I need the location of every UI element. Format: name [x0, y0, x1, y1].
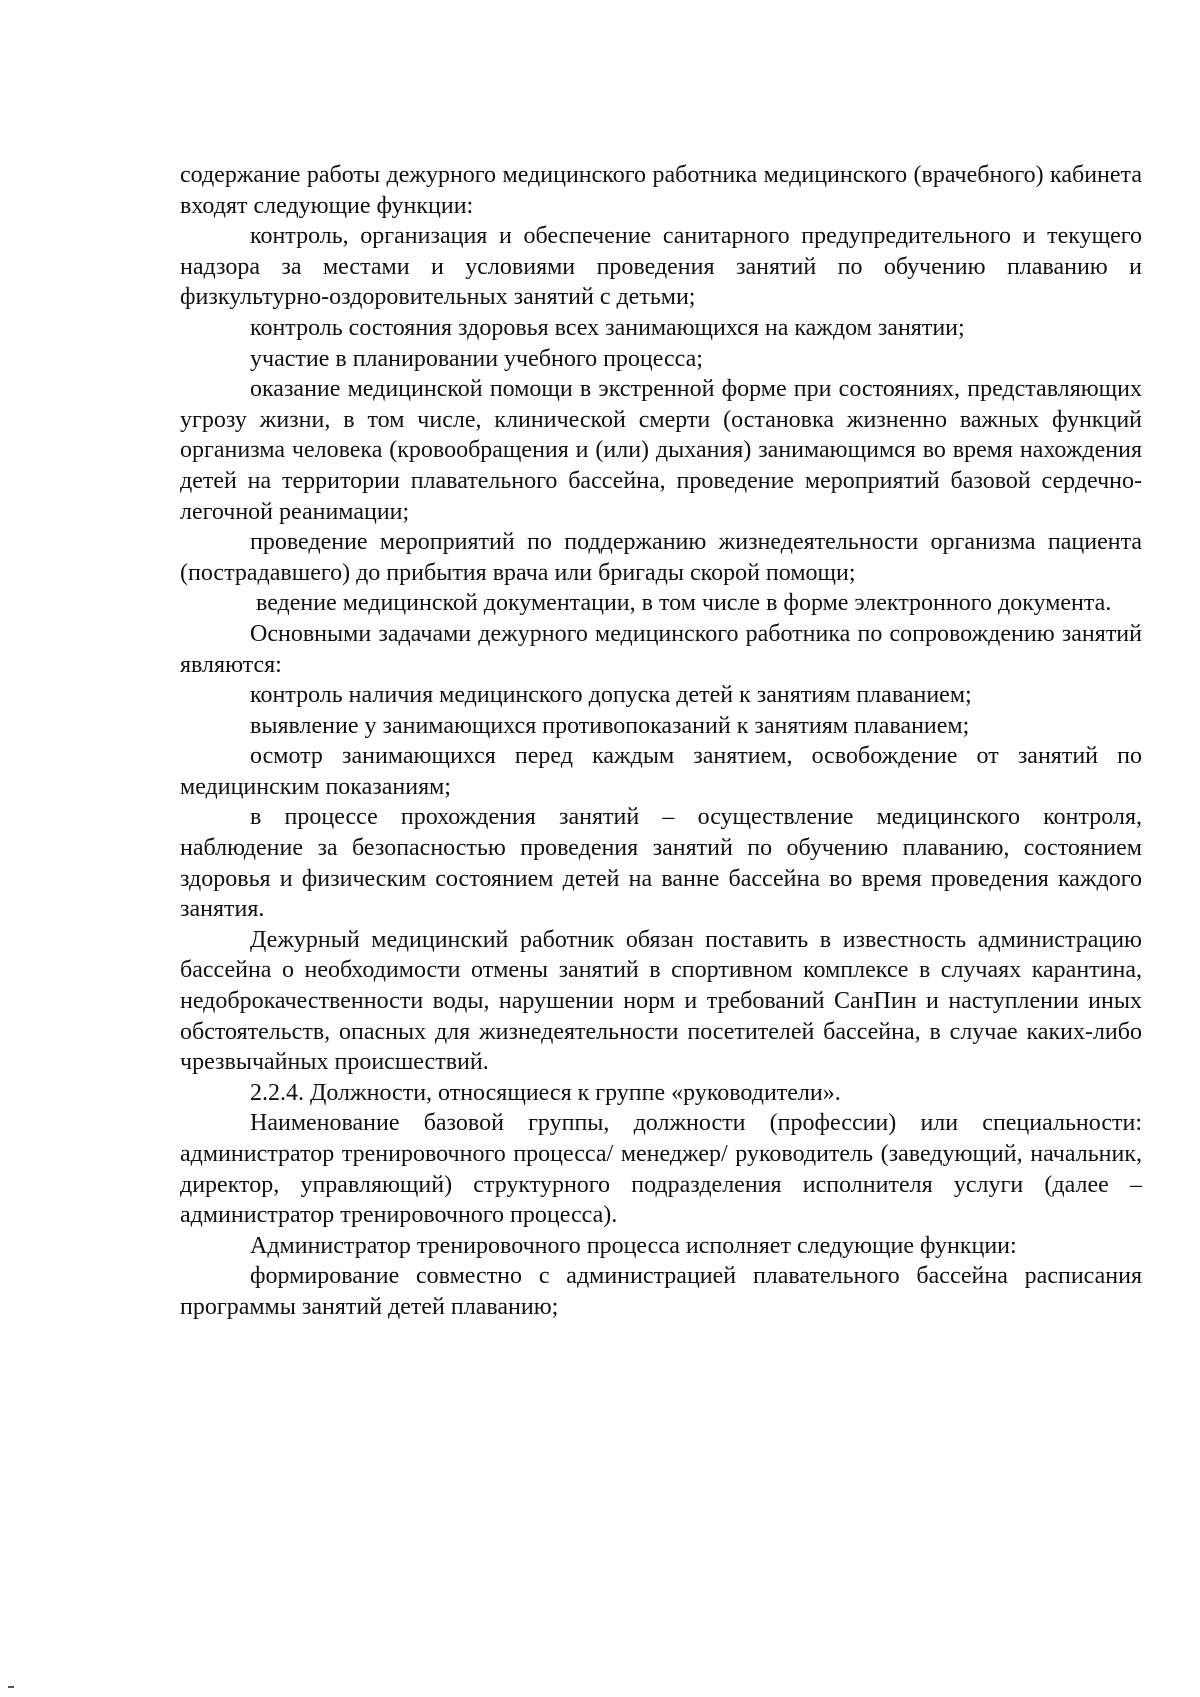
- paragraph-main-tasks: Основными задачами дежурного медицинского работника по сопровождению занятий являются:: [180, 620, 1142, 678]
- paragraph-function-life-support: проведение мероприятий по поддержанию жизнедеятельности организма пациента (пострадавшего) до прибытия врача или бригады скорой помощи;: [180, 529, 1142, 586]
- paragraph-task-medical-control: в процессе прохождения занятий – осуществление медицинского контроля, наблюдение за безопасностью проведения занятий по обучению плаванию, состоянием здоровья и физическим состоянием детей на ванне бассейна во время проведения каждого занятия.: [180, 804, 1142, 923]
- paragraph-function-sanitary-control: контроль, организация и обеспечение санитарного предупредительного и текущего надзора за местами и условиями проведения занятий по обучению плаванию и физкультурно-оздоровительных занятий с детьми;: [180, 223, 1142, 311]
- paragraph-function-schedule: формирование совместно с администрацией плавательного бассейна расписания программы занятий детей плаванию;: [180, 1263, 1142, 1320]
- paragraph-function-emergency-care: оказание медицинской помощи в экстренной форме при состояниях, представляющих угрозу жизни, в том числе, клинической смерти (остановка жизненно важных функций организма человека (кровообращения и (или) дыхания) занимающимся во время нахождения детей на территории плавательного бассейна, проведение мероприятий базовой сердечно-легочной реанимации;: [180, 376, 1142, 525]
- paragraph-function-planning: участие в планировании учебного процесса;: [250, 345, 703, 372]
- paragraph-administrator-functions: Администратор тренировочного процесса исполняет следующие функции:: [250, 1232, 1017, 1259]
- paragraph-intro: содержание работы дежурного медицинского работника медицинского (врачебного) кабинета входят следующие функции:: [180, 162, 1142, 219]
- scan-artifact-mark: [8, 1686, 14, 1688]
- section-heading-managers: 2.2.4. Должности, относящиеся к группе «руководители».: [250, 1079, 841, 1106]
- document-body: [180, 160, 1142, 1323]
- paragraph-task-admission-control: контроль наличия медицинского допуска детей к занятиям плаванием;: [250, 682, 972, 709]
- paragraph-function-documentation: ведение медицинской документации, в том числе в форме электронного документа.: [256, 590, 1112, 617]
- paragraph-function-health-control: контроль состояния здоровья всех занимающихся на каждом занятии;: [250, 314, 965, 341]
- paragraph-position-name: Наименование базовой группы, должности (профессии) или специальности: администратор тренировочного процесса/ менеджер/ руководитель (заведующий, начальник, директор, управляющий) структурного подразделения исполнителя услуги (далее – администратор тренировочного процесса).: [180, 1110, 1142, 1229]
- paragraph-duty-notify-administration: Дежурный медицинский работник обязан поставить в известность администрацию бассейна о необходимости отмены занятий в спортивном комплексе в случаях карантина, недоброкачественности воды, нарушении норм и требований СанПин и наступлении иных обстоятельств, опасных для жизнедеятельности посетителей бассейна, в случае каких-либо чрезвычайных происшествий.: [180, 926, 1142, 1076]
- paragraph-task-contraindications: выявление у занимающихся противопоказаний к занятиям плаванием;: [250, 712, 970, 739]
- paragraph-task-examination: осмотр занимающихся перед каждым занятием, освобождение от занятий по медицинским показаниям;: [180, 743, 1142, 800]
